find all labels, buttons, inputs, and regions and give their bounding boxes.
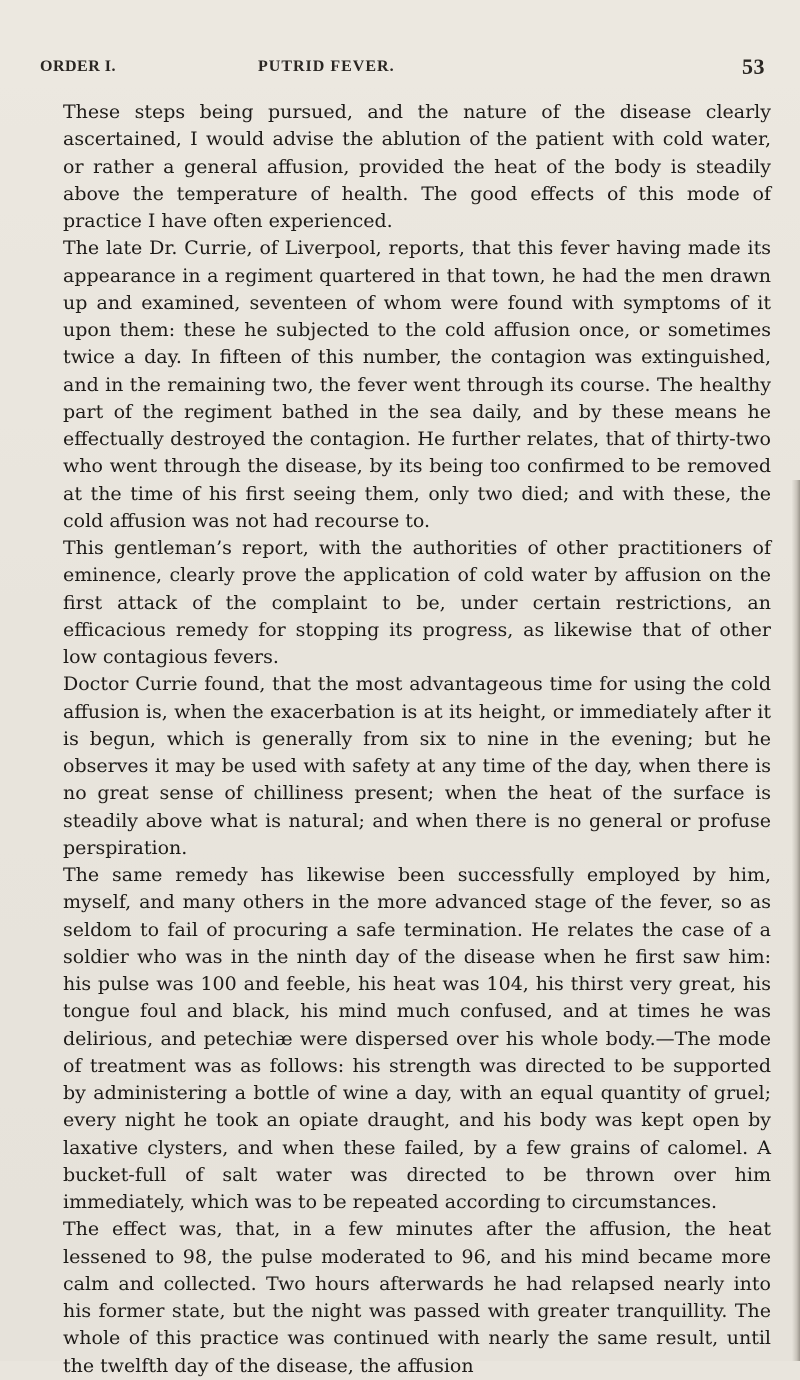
paragraph: The effect was, that, in a few minutes after the affusion, the heat lessened to 98, the pulse moderated to 96, and his mind became more calm and collected. Two hours afterwards he had relapsed nearly into his former state, but the night was passed with greater tranquillity. The whole of this practice was continued with nearly the same result, until the twelfth day of the disease, the affusion bbox=[63, 1218, 771, 1377]
running-head bbox=[40, 54, 765, 82]
chapter-title: PUTRID FEVER. bbox=[258, 58, 395, 75]
paragraph: The late Dr. Currie, of Liverpool, reports, that this fever having made its appearance in a regiment quartered in that town, he had the men drawn up and examined, seventeen of whom were found with symptoms of it upon them: these he subjected to the cold affusion once, or sometimes twice a day. In fifteen of this number, the contagion was extinguished, and in the remaining two, the fever went through its course. The healthy part of the regiment bathed in the sea daily, and by these means he effectually destroyed the contagion. He further relates, that of thirty-two who went through the disease, by its being too confirmed to be removed at the time of his first seeing them, only two died; and with these, the cold affusion was not had recourse to. bbox=[63, 237, 771, 532]
paragraph: These steps being pursued, and the nature of the disease clearly ascertained, I would advise the ablution of the patient with cold water, or rather a general affusion, provided the heat of the body is steadily above the temperature of health. The good effects of this mode of practice I have often experienced. bbox=[63, 101, 771, 232]
body-text bbox=[63, 99, 771, 1380]
page-number: 53 bbox=[742, 54, 765, 79]
page-edge-shadow bbox=[792, 480, 800, 1361]
section-label: ORDER I. bbox=[40, 58, 117, 75]
paragraph: Doctor Currie found, that the most advantageous time for using the cold affusion is, when the exacerbation is at its height, or immediately after it is begun, which is generally from six to nine in the evening; but he observes it may be used with safety at any time of the day, when there is no great sense of chilliness present; when the heat of the surface is steadily above what is natural; and when there is no general or profuse perspiration. bbox=[63, 673, 771, 859]
paragraph: The same remedy has likewise been successfully employed by him, myself, and many others in the more advanced stage of the fever, so as seldom to fail of procuring a safe termination. He relates the case of a soldier who was in the ninth day of the disease when he first saw him: his pulse was 100 and feeble, his heat was 104, his thirst very great, his tongue foul and black, his mind much confused, and at times he was delirious, and petechiæ were dispersed over his whole body.—The mode of treatment was as follows: his strength was directed to be supported by administering a bottle of wine a day, with an equal quantity of gruel; every night he took an opiate draught, and his body was kept open by laxative clysters, and when these failed, by a few grains of calomel. A bucket-full of salt water was directed to be thrown over him immediately, which was to be repeated according to circumstances. bbox=[63, 864, 771, 1213]
paragraph: This gentleman’s report, with the authorities of other practitioners of eminence, clearly prove the application of cold water by affusion on the first attack of the complaint to be, under certain restrictions, an efficacious remedy for stopping its progress, as likewise that of other low contagious fevers. bbox=[63, 537, 771, 668]
